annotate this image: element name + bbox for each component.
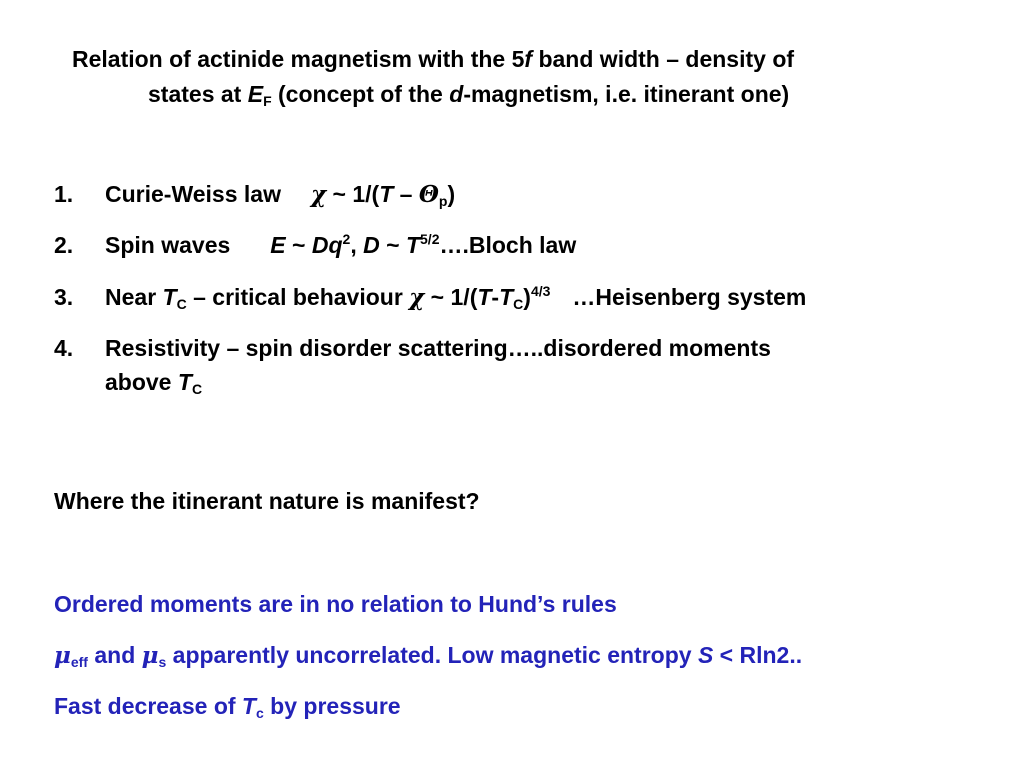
list-item-resistivity: 4. Resistivity – spin disorder scattering…..disordered moments above $T_C$ — [54, 331, 771, 365]
slide-title — [72, 42, 1002, 112]
list-number: 1. — [54, 181, 74, 207]
conclusion-line-2: $\mu_{eff}$ and $\mu_s$ apparently uncorrelated. Low magnetic entropy S < Rln2.. — [54, 642, 803, 670]
list-number: 4. — [54, 335, 74, 361]
list-item-curie-weiss: 1. Curie-Weiss law χ ~ $1/(T - \Theta_p)$ — [54, 177, 455, 212]
conclusion-line-3: Fast decrease of $T_c$ by pressure — [54, 693, 401, 721]
title-line-2: states at $E_F$ (concept of the d-magnetism, i.e. itinerant one) — [148, 81, 790, 109]
list-number: 2. — [54, 232, 74, 258]
chi-symbol: χ — [409, 284, 425, 311]
list-number: 3. — [54, 284, 74, 310]
title-line-1: Relation of actinide magnetism with the 5f band width – density of — [72, 46, 795, 72]
list-item-critical-behaviour: 3. Near $T_C$ – critical behaviour χ ~ $1/(T-T_C)^{4/3}$ …Heisenberg system — [54, 280, 806, 315]
mu-symbol: μ — [141, 642, 159, 669]
question-text: Where the itinerant nature is manifest? — [54, 488, 480, 514]
list-item-spin-waves: 2. Spin waves E ~ Dq$^2$, D ~ $T^{5/2}\dots.Bloch$ law — [54, 228, 576, 262]
item-label: Spin waves — [105, 232, 231, 258]
conclusion-line-1: Ordered moments are in no relation to Hund’s rules — [54, 591, 617, 617]
theta-symbol: Θ — [418, 181, 439, 208]
item-continuation: above $T_C$ — [105, 369, 203, 397]
mu-symbol: μ — [54, 642, 71, 669]
chi-symbol: χ — [310, 181, 327, 208]
item-label: Curie-Weiss law — [105, 181, 281, 207]
